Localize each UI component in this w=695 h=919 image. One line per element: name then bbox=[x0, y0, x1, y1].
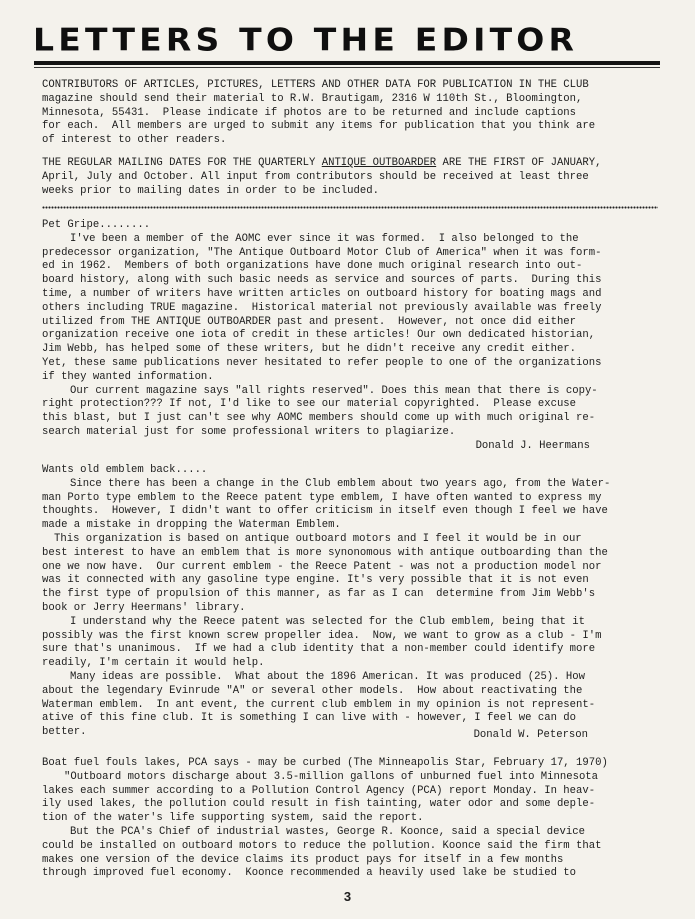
letter-line: I've been a member of the AOMC ever since it was formed. I also belonged to the bbox=[70, 232, 579, 245]
article-boat-fuel bbox=[42, 757, 664, 881]
letter-line: sure that's unanimous. If we had a club identity that a non-member could identify more bbox=[42, 643, 596, 656]
title-rule-thin bbox=[34, 67, 660, 68]
letter-line: ed in 1962. Members of both organizations have done much original research into out- bbox=[42, 260, 583, 273]
letter-old-emblem bbox=[42, 464, 664, 740]
letter-line: Many ideas are possible. What about the 1896 American. It was produced (25). How bbox=[70, 670, 585, 683]
letter-line: the first type of propulsion of this manner, as far as I can determine from Jim Webb's bbox=[42, 588, 596, 601]
mailing-dates-notice bbox=[42, 157, 664, 198]
letter-line: Our current magazine says "all rights reserved". Does this mean that there is copy- bbox=[70, 384, 598, 397]
letter-line: I understand why the Reece patent was selected for the Club emblem, being that it bbox=[70, 615, 585, 628]
letter-line: ative of this fine club. It is something I can live with - however, I feel we can do bbox=[42, 712, 577, 725]
letter-line bbox=[42, 726, 664, 740]
letter-signature: Donald W. Peterson bbox=[473, 729, 588, 742]
letter-line: book or Jerry Heermans' library. bbox=[42, 601, 246, 614]
notice-line: April, July and October. All input from contributors should be received at least three bbox=[42, 170, 589, 183]
letter-line: possibly was the first known screw propeller idea. Now, we want to grow as a club - I'm bbox=[42, 629, 602, 642]
letter-line: this blast, but I just can't see why AOMC members should come up with much original re- bbox=[42, 412, 596, 425]
letter-signature: Donald J. Heermans bbox=[475, 439, 590, 452]
notice-line: CONTRIBUTORS OF ARTICLES, PICTURES, LETTERS AND OTHER DATA FOR PUBLICATION IN THE CLUB bbox=[42, 79, 589, 91]
letter-line: search material just for some professional writers to plagiarize. bbox=[42, 425, 456, 438]
letter-line: right protection??? If not, I'd like to see our material copyrighted. Please excuse bbox=[42, 398, 577, 411]
article-line: could be installed on outboard motors to reduce the pollution. Koonce said the firm that bbox=[42, 839, 602, 852]
magazine-name: ANTIQUE OUTBOARDER bbox=[321, 157, 437, 169]
letter-pet-gripe bbox=[42, 219, 664, 454]
dotted-separator bbox=[42, 206, 658, 209]
notice-line bbox=[42, 157, 664, 171]
notice-line: magazine should send their material to R.W. Brautigam, 2316 W 110th St., Bloomington, bbox=[42, 92, 583, 105]
letter-line: best interest to have an emblem that is more synonomous with antique outboarding than the bbox=[42, 546, 608, 559]
letter-line: thoughts. However, I didn't want to offer criticism in itself even though I feel we have bbox=[42, 505, 608, 518]
letter-line: utilized from THE ANTIQUE OUTBOARDER past and present. However, not once did either bbox=[42, 315, 577, 328]
letter-line: if they wanted information. bbox=[42, 370, 214, 383]
letter-heading: Wants old emblem back..... bbox=[42, 464, 208, 476]
letter-line: one we now have. Our current emblem - the Reece Patent - was not a production model nor bbox=[42, 560, 602, 573]
letter-line: time, a number of writers have written articles on outboard history for boating mags and bbox=[42, 287, 602, 300]
submission-notice bbox=[42, 79, 664, 148]
notice-line: for each. All members are urged to submit any items for publication that you think are bbox=[42, 120, 596, 133]
letter-line: predecessor organization, "The Antique Outboard Motor Club of America" when it was form- bbox=[42, 246, 602, 259]
letter-line: readily, I'm certain it would help. bbox=[42, 657, 265, 670]
letter-line: about the legendary Evinrude "A" or several other models. How about reactivating the bbox=[42, 684, 583, 697]
page-number: 3 bbox=[343, 889, 352, 904]
letter-line: This organization is based on antique outboard motors and I feel it would be in our bbox=[54, 532, 582, 545]
page-title: LETTERS TO THE EDITOR bbox=[33, 21, 579, 59]
article-line: ily used lakes, the pollution could result in fish tainting, water odor and some deple- bbox=[42, 798, 596, 811]
article-line: through improved fuel economy. Koonce recommended a heavily used lake be studied to bbox=[42, 867, 577, 880]
letter-line: board history, along with such basic needs as service and sources of parts. During this bbox=[42, 274, 602, 287]
article-line: lakes each summer according to a Pollution Control Agency (PCA) report Monday. In heav- bbox=[42, 784, 596, 797]
letter-line: Jim Webb, has helped some of these writers, but he didn't receive any credit either. bbox=[42, 343, 577, 356]
letter-line: others including TRUE magazine. Historical material not previously available was freely bbox=[42, 301, 602, 314]
letter-text: better. bbox=[42, 726, 87, 739]
notice-text: ARE THE FIRST OF JANUARY, bbox=[436, 157, 602, 169]
letter-line: man Porto type emblem to the Reece patent type emblem, I have often wanted to express my bbox=[42, 491, 602, 504]
notice-line: weeks prior to mailing dates in order to be included. bbox=[42, 184, 379, 197]
article-line: tion of the water's life supporting system, said the report. bbox=[42, 812, 424, 825]
letter-heading: Pet Gripe........ bbox=[42, 219, 151, 231]
notice-text: THE REGULAR MAILING DATES FOR THE QUARTERLY bbox=[42, 157, 322, 169]
letter-line: Since there has been a change in the Club emblem about two years ago, from the Water- bbox=[70, 477, 611, 490]
title-rule-thick bbox=[34, 61, 660, 65]
letter-line: made a mistake in dropping the Waterman Emblem. bbox=[42, 519, 341, 532]
article-line: But the PCA's Chief of industrial wastes, George R. Koonce, said a special device bbox=[70, 825, 585, 838]
letter-line: Yet, these same publications never hesitated to refer people to one of the organizations bbox=[42, 356, 602, 369]
letter-line: organization receive one iota of credit in these articles! Our own dedicated historian, bbox=[42, 329, 596, 342]
letter-line: was it connected with any gasoline type engine. It's very possible that it is not even bbox=[42, 574, 589, 587]
article-line: makes one version of the device claims its product pays for itself in a few months bbox=[42, 853, 564, 866]
article-line: "Outboard motors discharge about 3.5-million gallons of unburned fuel into Minnesota bbox=[64, 770, 599, 783]
letter-line: Waterman emblem. In ant event, the current club emblem in my opinion is not represent- bbox=[42, 698, 596, 711]
article-heading: Boat fuel fouls lakes, PCA says - may be curbed (The Minneapolis Star, February 17, 1970) bbox=[42, 757, 608, 769]
notice-line: of interest to other readers. bbox=[42, 134, 227, 147]
notice-line: Minnesota, 55431. Please indicate if photos are to be returned and include captions bbox=[42, 106, 577, 119]
